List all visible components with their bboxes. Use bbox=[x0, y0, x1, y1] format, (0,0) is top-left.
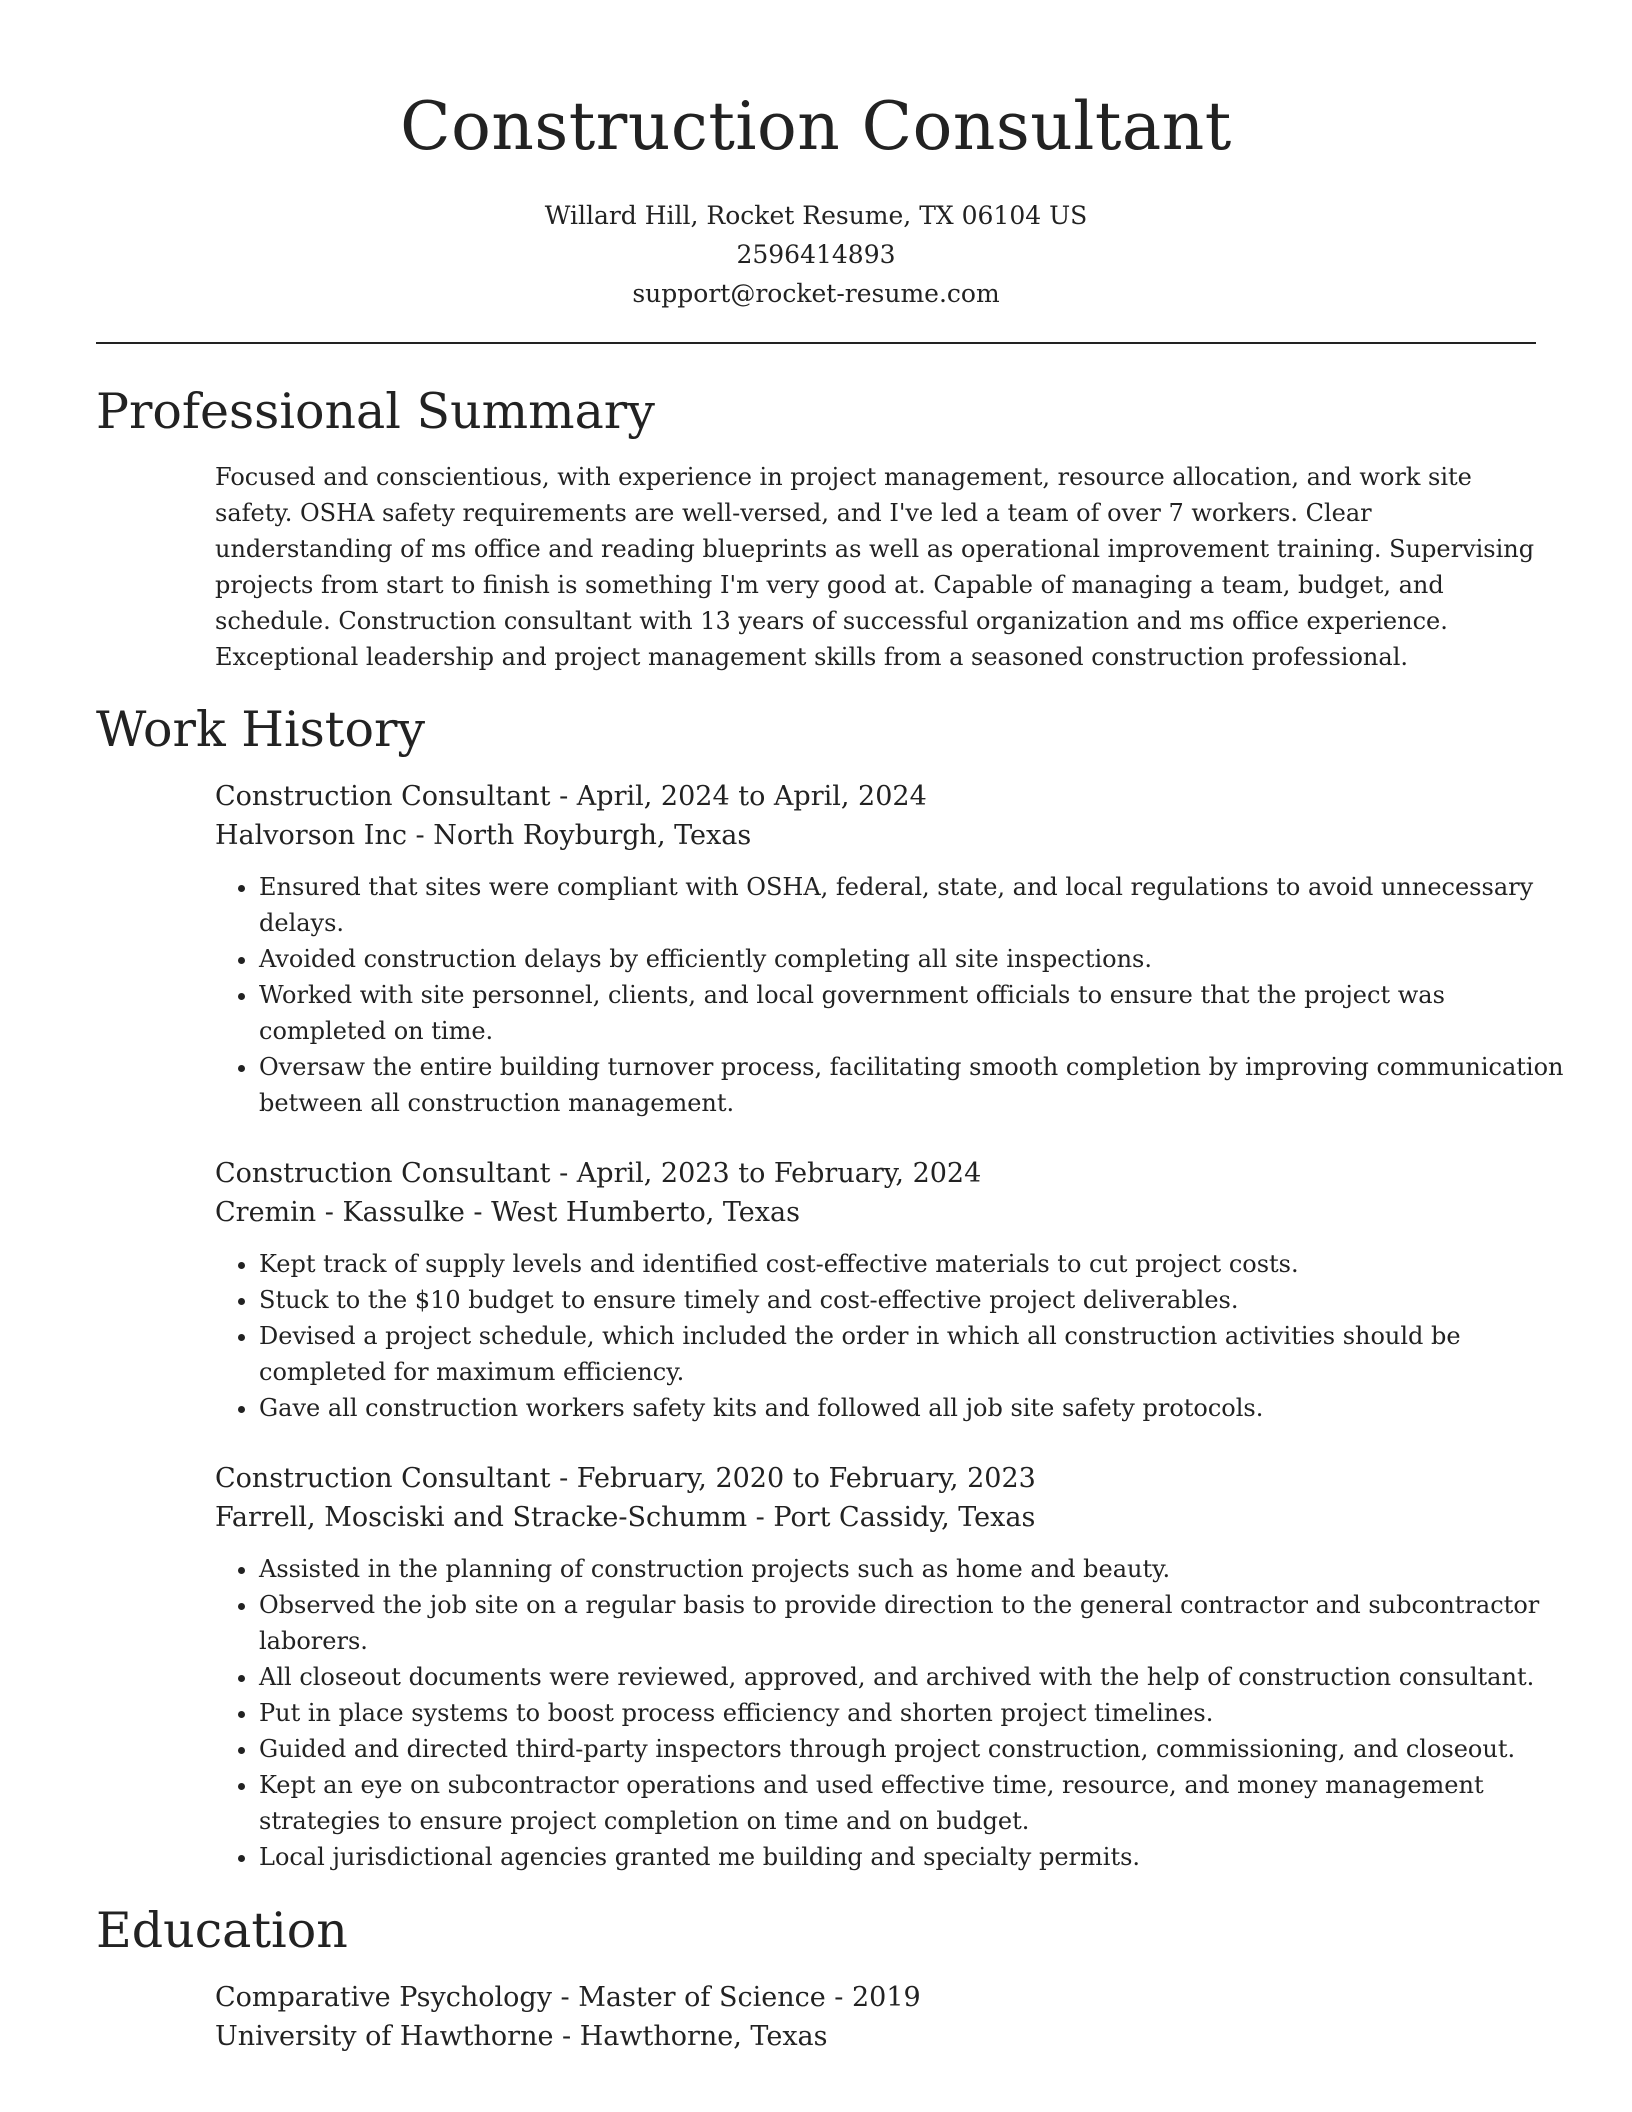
job-3-dates: - February, 2020 to February, 2023 bbox=[550, 1463, 1036, 1494]
list-item: • Oversaw the entire building turnover process, facilitating smooth completion by improving communication between all construction management. bbox=[259, 1049, 1579, 1121]
list-item: • Guided and directed third-party inspectors through project construction, commissioning, and closeout. bbox=[259, 1731, 1579, 1767]
resume-header bbox=[0, 82, 1632, 313]
education-school: University of Hawthorne bbox=[215, 2021, 554, 2052]
education-details: - Master of Science - 2019 bbox=[551, 1982, 921, 2013]
education-heading: Education bbox=[96, 1902, 348, 1959]
list-item: • Worked with site personnel, clients, and local government officials to ensure that the project was completed on time. bbox=[259, 977, 1579, 1049]
list-item: • Assisted in the planning of construction projects such as home and beauty. bbox=[259, 1551, 1579, 1587]
job-1-dates: - April, 2024 to April, 2024 bbox=[550, 781, 927, 812]
job-2-company-line bbox=[215, 1193, 1535, 1232]
job-1-title: Construction Consultant bbox=[215, 781, 551, 812]
list-item: • All closeout documents were reviewed, approved, and archived with the help of construction consultant. bbox=[259, 1659, 1579, 1695]
list-item: • Local jurisdictional agencies granted me building and specialty permits. bbox=[259, 1839, 1579, 1875]
job-2-location: - West Humberto, Texas bbox=[464, 1197, 800, 1228]
job-1-location: - North Royburgh, Texas bbox=[406, 820, 752, 851]
job-2-bullets bbox=[215, 1246, 1579, 1426]
list-item: • Devised a project schedule, which included the order in which all construction activities should be completed for maximum efficiency. bbox=[259, 1318, 1579, 1390]
education-degree-line bbox=[215, 1978, 1535, 2017]
summary-text: Focused and conscientious, with experience in project management, resource allocation, and work site safety. OSHA safety requirements are well-versed, and I've led a team of over 7 workers. Clear understanding of ms office and reading blueprints as well as operational improvement training. Supervising projects from start to finish is something I'm very good at. Capable of managing a team, budget, and schedule. Construction consultant with 13 years of successful organization and ms office experience. Exceptional leadership and project management skills from a seasoned construction professional. bbox=[215, 463, 1535, 671]
contact-address: Willard Hill, Rocket Resume, TX 06104 US bbox=[544, 201, 1088, 230]
list-item: • Kept an eye on subcontractor operations and used effective time, resource, and money management strategies to ensure project completion on time and on budget. bbox=[259, 1767, 1579, 1839]
job-3-company: Farrell, Mosciski and Stracke-Schumm bbox=[215, 1502, 748, 1533]
job-2-dates: - April, 2023 to February, 2024 bbox=[550, 1158, 982, 1189]
job-1-company-line bbox=[215, 816, 1535, 855]
job-2-company: Cremin - Kassulke bbox=[215, 1197, 465, 1228]
job-1-title-line bbox=[215, 777, 1535, 816]
job-1-company: Halvorson Inc bbox=[215, 820, 407, 851]
job-1-bullets bbox=[215, 869, 1579, 1121]
list-item: • Stuck to the $10 budget to ensure timely and cost-effective project deliverables. bbox=[259, 1282, 1579, 1318]
list-item: • Ensured that sites were compliant with OSHA, federal, state, and local regulations to avoid unnecessary delays. bbox=[259, 869, 1579, 941]
job-3-bullets bbox=[215, 1551, 1579, 1875]
summary-heading: Professional Summary bbox=[96, 383, 655, 440]
education-location: - Hawthorne, Texas bbox=[553, 2021, 828, 2052]
list-item: • Kept track of supply levels and identified cost-effective materials to cut project costs. bbox=[259, 1246, 1579, 1282]
job-3-title: Construction Consultant bbox=[215, 1463, 551, 1494]
list-item: • Gave all construction workers safety kits and followed all job site safety protocols. bbox=[259, 1390, 1579, 1426]
job-3-title-line bbox=[215, 1459, 1535, 1498]
list-item: • Put in place systems to boost process efficiency and shorten project timelines. bbox=[259, 1695, 1579, 1731]
contact-email: support@rocket-resume.com bbox=[632, 279, 1000, 308]
job-3-company-line bbox=[215, 1498, 1535, 1537]
resume-title: Construction Consultant bbox=[400, 88, 1232, 165]
job-2-title: Construction Consultant bbox=[215, 1158, 551, 1189]
job-2-title-line bbox=[215, 1154, 1535, 1193]
header-divider bbox=[96, 342, 1536, 344]
job-3-location: - Port Cassidy, Texas bbox=[747, 1502, 1036, 1533]
list-item: • Avoided construction delays by efficiently completing all site inspections. bbox=[259, 941, 1579, 977]
list-item: • Observed the job site on a regular basis to provide direction to the general contractor and subcontractor laborers. bbox=[259, 1587, 1579, 1659]
education-field: Comparative Psychology bbox=[215, 1982, 552, 2013]
work-history-heading: Work History bbox=[96, 701, 426, 758]
education-school-line bbox=[215, 2017, 1535, 2056]
contact-phone: 2596414893 bbox=[736, 240, 896, 269]
